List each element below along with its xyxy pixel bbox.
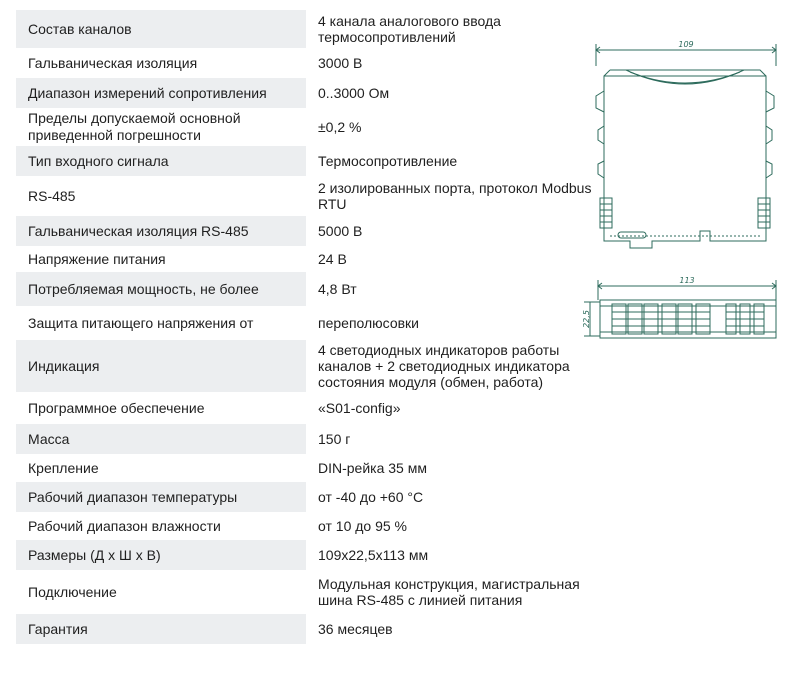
spec-row — [16, 146, 596, 176]
spec-row — [16, 512, 596, 540]
spec-label: Размеры (Д х Ш х В) — [16, 540, 306, 570]
spec-value: 5000 В — [318, 223, 363, 239]
spec-label: Гальваническая изоляция RS-485 — [16, 216, 306, 246]
spec-value: 4,8 Вт — [318, 281, 357, 297]
spec-value: 4 светодиодных индикаторов работы каналов + 2 светодиодных индикатора состояния модуля (обмен, работа) — [318, 342, 570, 390]
spec-label: Пределы допускаемой основной приведенной погрешности — [28, 110, 241, 143]
spec-value: от 10 до 95 % — [318, 518, 407, 534]
spec-row — [16, 78, 596, 108]
spec-value: Термосопротивление — [318, 153, 458, 169]
spec-row — [16, 108, 596, 146]
spec-label: Состав каналов — [16, 10, 306, 48]
spec-label: Защита питающего напряжения от — [28, 314, 254, 331]
spec-label: Подключение — [28, 583, 117, 600]
spec-row — [16, 340, 596, 392]
spec-row — [16, 614, 596, 644]
spec-row — [16, 570, 596, 614]
side-view-dim-label: 109 — [678, 40, 694, 49]
spec-value: 0..3000 Ом — [318, 85, 390, 101]
spec-table — [16, 10, 596, 644]
spec-value: переполюсовки — [318, 315, 419, 331]
spec-value: от -40 до +60 °С — [318, 489, 424, 505]
spec-value: 150 г — [318, 431, 351, 447]
spec-row — [16, 306, 596, 340]
spec-row — [16, 424, 596, 454]
spec-value: 109х22,5х113 мм — [318, 547, 429, 563]
spec-value: 36 месяцев — [318, 621, 393, 637]
spec-label: Рабочий диапазон температуры — [16, 482, 306, 512]
top-view-dim-label: 113 — [679, 276, 695, 285]
spec-label: Программное обеспечение — [28, 399, 205, 416]
spec-label: Масса — [16, 424, 306, 454]
spec-value: «S01-config» — [318, 400, 401, 416]
spec-value: ±0,2 % — [318, 119, 362, 135]
spec-label: Потребляемая мощность, не более — [16, 272, 306, 306]
spec-value: 4 канала аналогового ввода термосопротивлений — [318, 13, 501, 45]
spec-label: Индикация — [16, 340, 306, 392]
spec-row — [16, 272, 596, 306]
spec-row — [16, 482, 596, 512]
spec-label: Гальваническая изоляция — [28, 54, 198, 71]
spec-row — [16, 176, 596, 216]
spec-label: Тип входного сигнала — [16, 146, 306, 176]
top-view-height-dim-label: 22,5 — [582, 310, 591, 328]
side-view-drawing — [590, 36, 786, 256]
spec-row — [16, 246, 596, 272]
spec-value: 2 изолированных порта, протокол Modbus RTU — [318, 180, 592, 212]
spec-row — [16, 48, 596, 78]
spec-row — [16, 216, 596, 246]
spec-row — [16, 392, 596, 424]
spec-label: Крепление — [28, 459, 99, 476]
spec-label: Рабочий диапазон влажности — [28, 517, 221, 534]
spec-label: Диапазон измерений сопротивления — [16, 78, 306, 108]
spec-label: RS-485 — [28, 187, 76, 204]
spec-row — [16, 10, 596, 48]
spec-label: Гарантия — [16, 614, 306, 644]
top-view-drawing — [576, 274, 786, 354]
spec-label: Напряжение питания — [28, 250, 166, 267]
spec-value: 3000 В — [318, 55, 363, 71]
spec-row — [16, 454, 596, 482]
spec-value: Модульная конструкция, магистральная шина RS-485 с линией питания — [318, 576, 580, 608]
spec-value: 24 В — [318, 251, 347, 267]
spec-row — [16, 540, 596, 570]
spec-value: DIN-рейка 35 мм — [318, 460, 427, 476]
